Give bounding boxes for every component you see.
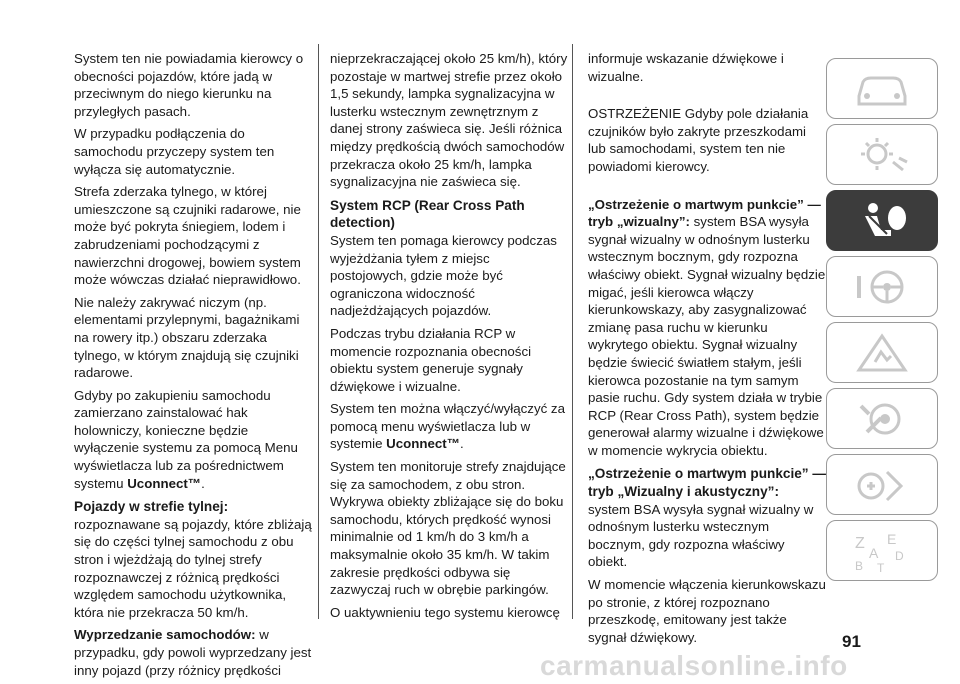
paragraph: Nie należy zakrywać niczym (np. elementami przylepnymi, bagażnikami na rowery itp.) obszaru zderzaka tylnego, w którym znajdują się czujniki radarowe. bbox=[74, 294, 300, 381]
tab-dashboard[interactable] bbox=[826, 124, 938, 185]
watermark: carmanualsonline.info bbox=[540, 650, 848, 681]
paragraph: System ten monitoruje strefy znajdujące się za samochodem, z obu stron. Wykrywa obiekty zbliżające się do boku samochodu, których prędkość wynosi minimalnie od 1 km/h do 3 km/h a maksymalnie około 35 km/h. W takim zakresie prędkości odbywa się zazwyczaj ruch w obrębie parkingów. bbox=[330, 459, 566, 598]
paragraph: nieprzekraczającej około 25 km/h), który pozostaje w martwej strefie przez około 1,5 sekundy, lampka sygnalizacyjna w lusterku wstecznym zewnętrznym z danej strony zaświeca się. Jeśli różnica między prędkością dwóch samochodów przekracza około 25 km/h, lampka sygnalizacyjna nie zaświeca się. bbox=[330, 51, 568, 190]
chapter-tabs bbox=[826, 58, 940, 586]
svg-text:B: B bbox=[855, 558, 864, 573]
paragraph bbox=[330, 400, 568, 453]
svg-text:D: D bbox=[895, 548, 904, 563]
paragraph-text: w przypadku, gdy powoli wyprzedzany jest inny pojazd (przy różnicy prędkości bbox=[74, 627, 312, 678]
page-number: 91 bbox=[842, 632, 861, 651]
section-heading: Pojazdy w strefie tylnej: bbox=[74, 499, 229, 515]
paragraph: W przypadku podłączenia do samochodu przyczepy system ten wyłącza się automatycznie. bbox=[74, 126, 275, 177]
tab-safety[interactable] bbox=[826, 190, 938, 251]
paragraph: rozpoznawane są pojazdy, które zbliżają się do części tylnej samochodu z obu stron i wjeżdżają do tylnej strefy rozpoznawczej z różnicą prędkości względem samochodu użytkownika, która nie przekracza 50 km/h. bbox=[74, 516, 312, 620]
text-column-1 bbox=[74, 50, 312, 684]
svg-text:E: E bbox=[887, 530, 897, 547]
paragraph: informuje wskazanie dźwiękowe i wizualne. bbox=[588, 51, 784, 84]
technical-data-icon bbox=[847, 462, 917, 508]
paragraph: System ten pomaga kierowcy podczas wyjeżdżania tyłem z miejsc postojowych, gdzie może być ograniczona widoczność nadjeżdżających pojazdów. bbox=[330, 232, 557, 319]
index-letters-icon bbox=[847, 528, 917, 574]
tab-starting-driving[interactable] bbox=[826, 256, 938, 317]
column-divider bbox=[572, 44, 573, 619]
svg-text:T: T bbox=[877, 560, 885, 574]
paragraph: W momencie włączenia kierunkowskazu po stronie, z której rozpoznano przeszkodę, emitowany jest także sygnał dźwiękowy. bbox=[588, 577, 826, 645]
svg-text:A: A bbox=[869, 544, 879, 561]
paragraph-text: Gdyby po zakupieniu samochodu zamierzano zainstalować hak holowniczy, konieczne będzie wyłączenie systemu za pomocą Menu wyświetlacza lub za pośrednictwem systemu bbox=[74, 387, 298, 491]
car-front-icon bbox=[847, 66, 917, 112]
paragraph: System ten nie powiadamia kierowcy o obecności pojazdów, które jadą w przeciwnym do niego kierunku na przyległych pasach. bbox=[74, 51, 304, 119]
paragraph bbox=[588, 196, 826, 460]
paragraph-text: System ten można włączyć/wyłączyć za pomocą menu wyświetlacza lub w systemie bbox=[330, 401, 565, 452]
maintenance-tools-icon bbox=[847, 396, 917, 442]
paragraph-end: . bbox=[201, 475, 205, 491]
tab-vehicle[interactable] bbox=[826, 58, 938, 119]
safety-airbag-icon bbox=[847, 198, 917, 244]
inline-heading: „Ostrzeżenie o martwym punkcie” — tryb „wizualny”: bbox=[588, 196, 821, 230]
paragraph: Strefa zderzaka tylnego, w której umieszczone są czujniki radarowe, nie może być pokryta śniegiem, lodem i zabrudzeniami pochodzącymi z nawierzchni drogowej, bowiem system może wówczas działać nieprawidłowo. bbox=[74, 184, 301, 288]
section-heading: System RCP (Rear Cross Path detection) bbox=[330, 197, 525, 231]
section-heading: „Ostrzeżenie o martwym punkcie” — tryb „Wizualny i akustyczny”: bbox=[588, 466, 826, 500]
inline-heading: Wyprzedzanie samochodów: bbox=[74, 627, 256, 643]
tab-maintenance[interactable] bbox=[826, 388, 938, 449]
paragraph bbox=[74, 626, 312, 679]
steering-wheel-icon bbox=[847, 264, 917, 310]
paragraph: O uaktywnieniu tego systemu kierowcę bbox=[330, 604, 560, 620]
dashboard-lights-icon bbox=[847, 132, 917, 178]
uconnect-brand: Uconnect™ bbox=[386, 436, 461, 452]
text-column-3 bbox=[588, 50, 826, 651]
paragraph: system BSA wysyła sygnał wizualny w odnośnym lusterku wstecznym bocznym, gdy rozpozna właściwy obiekt. bbox=[588, 501, 814, 570]
paragraph bbox=[74, 387, 312, 493]
paragraph-end: . bbox=[460, 436, 464, 452]
paragraph: Podczas trybu działania RCP w momencie rozpoznania obecności obiektu system generuje sygnały dźwiękowe i wizualne. bbox=[330, 325, 532, 394]
svg-text:Z: Z bbox=[855, 534, 865, 552]
warning-triangle-icon bbox=[847, 330, 917, 376]
tab-index[interactable] bbox=[826, 520, 938, 581]
warning-paragraph: OSTRZEŻENIE Gdyby pole działania czujników było zakryte przeszkodami lub samochodami, system ten nie powiadomi kierowcy. bbox=[588, 106, 809, 174]
text-column-2 bbox=[330, 50, 568, 626]
paragraph-text: system BSA wysyła sygnał wizualny w odnośnym lusterku wstecznym bocznym, gdy rozpozna właściwy obiekt. Sygnał wizualny będzie migać, jeśli kierowca włączy kierunkowskazy, aby zasygnalizować zmianę pasa ruchu w kierunku wykrytego obiektu. Sygnał wizualny będzie świecić światłem stałym, jeśli kierowca pozostanie na tym samym pasie ruchu. Gdy system działa w trybie RCP (Rear Cross Path), system będzie generował alarmy wizualne i dźwiękowe w momencie wykrycia obiektu. bbox=[588, 214, 826, 458]
uconnect-brand: Uconnect™ bbox=[127, 475, 202, 491]
column-divider bbox=[318, 44, 319, 619]
tab-emergency[interactable] bbox=[826, 322, 938, 383]
tab-technical-data[interactable] bbox=[826, 454, 938, 515]
